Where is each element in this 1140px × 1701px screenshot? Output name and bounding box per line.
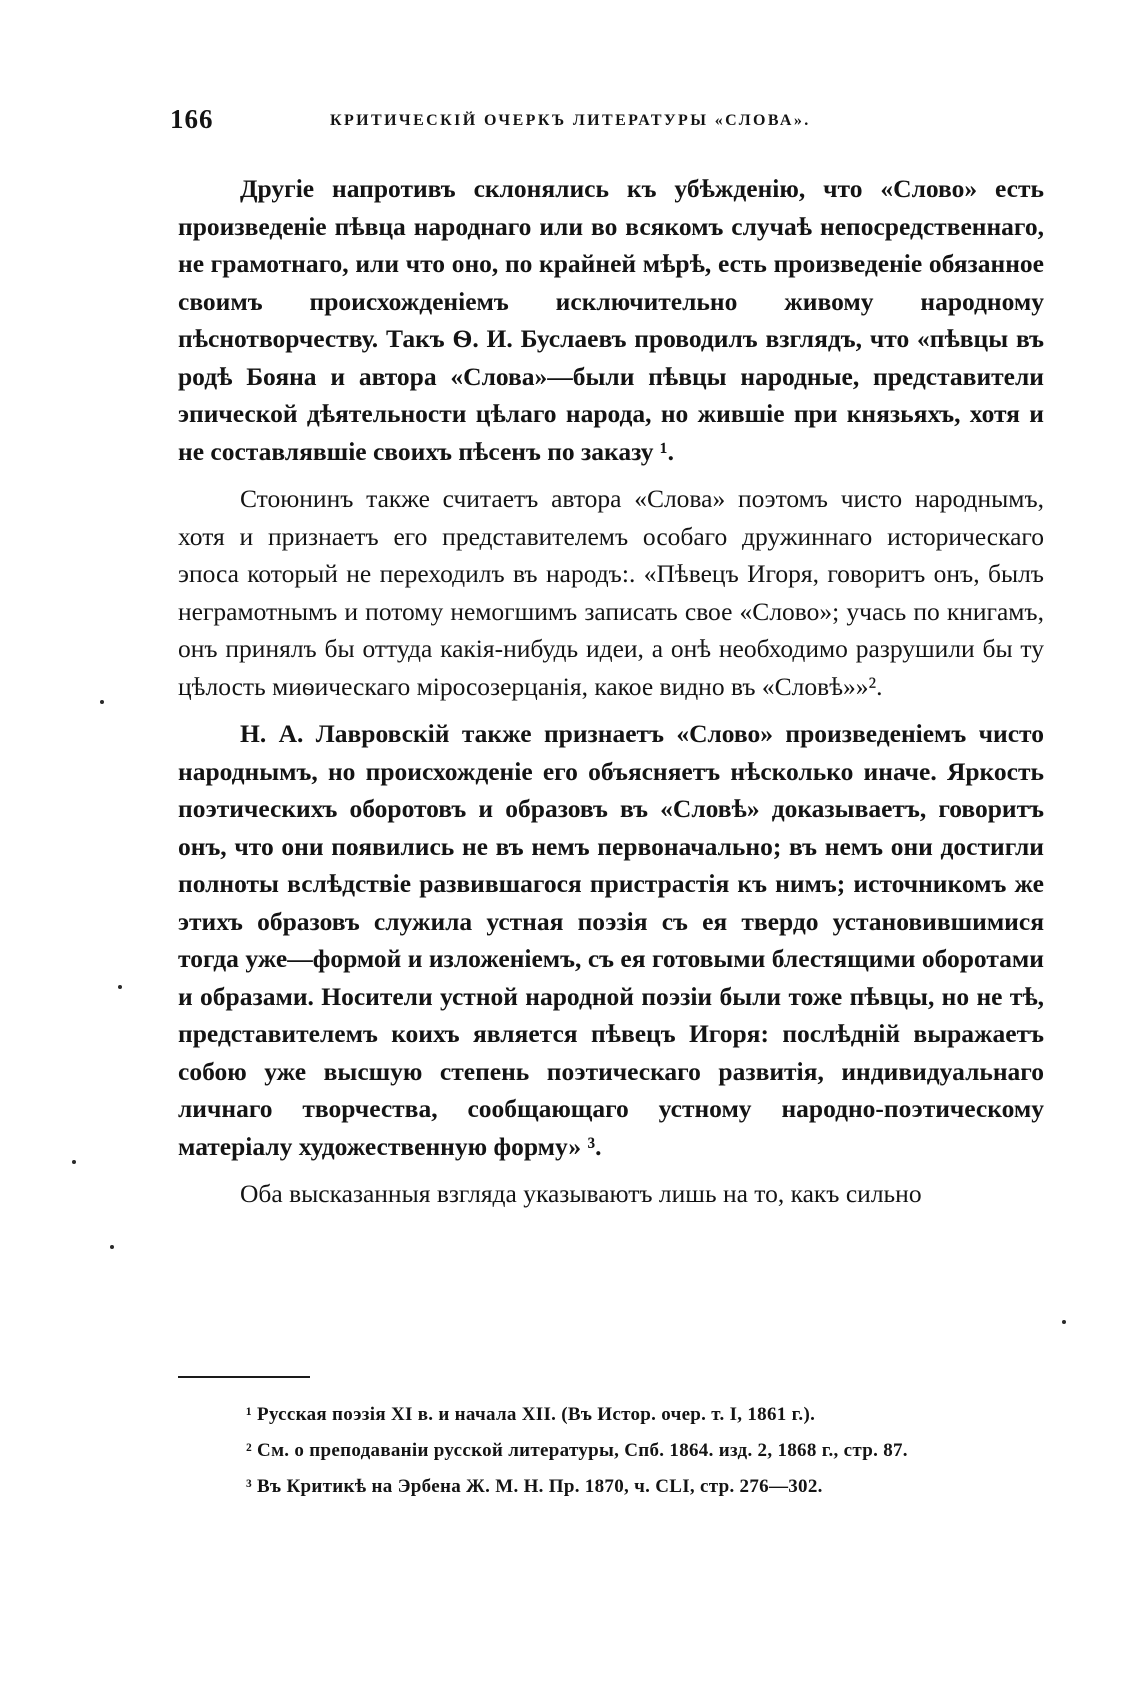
page-header: [170, 104, 960, 144]
footnote-1: ¹ Русская поэзія XI в. и начала XII. (Въ Истор. очер. т. I, 1861 г.).: [246, 1404, 816, 1425]
scan-speck: [1062, 1320, 1066, 1324]
scan-speck: [100, 700, 104, 704]
running-title: КРИТИЧЕСКІЙ ОЧЕРКЪ ЛИТЕРАТУРЫ «СЛОВА».: [330, 112, 811, 129]
footnotes: [178, 1400, 1044, 1508]
scan-speck: [110, 1245, 114, 1249]
scan-speck: [72, 1160, 76, 1164]
page-number: 166: [170, 104, 214, 134]
paragraph-buslaev: Другіе напротивъ склонялись къ убѣжденію, что «Слово» есть произведеніе пѣвца народнаго или во всякомъ случаѣ непосредственнаго, не грамотнаго, или что оно, по крайней мѣрѣ, есть произведеніе обязанное своимъ происхожденіемъ исключительно живому народному пѣснотворчеству. Такъ Ѳ. И. Буслаевъ проводилъ взглядъ, что «пѣвцы въ родѣ Бояна и автора «Слова»—были пѣвцы народные, представители эпической дѣятельности цѣлаго народа, но жившіе при князьяхъ, хотя и не составлявшіе своихъ пѣсенъ по заказу ¹.: [178, 174, 1044, 466]
footnote-2: ² См. о преподаваніи русской литературы, Спб. 1864. изд. 2, 1868 г., стр. 87.: [246, 1440, 908, 1461]
paragraph-lavrovsky: Н. А. Лавровскій также признаетъ «Слово» произведеніемъ чисто народнымъ, но происхожденіе его объясняетъ нѣсколько иначе. Яркость поэтическихъ оборотовъ и образовъ въ «Словѣ» доказываетъ, говоритъ онъ, что они появились не въ немъ первоначально; въ немъ они достигли полноты вслѣдствіе развившагося пристрастія къ нимъ; источникомъ же этихъ образовъ служила устная поэзія съ ея твердо установившимися тогда уже—формой и изложеніемъ, съ ея готовыми блестящими оборотами и образами. Носители устной народной поэзіи были тоже пѣвцы, но не тѣ, представителемъ коихъ является пѣвецъ Игоря: послѣдній выражаетъ собою уже высшую степень поэтическаго развитія, индивидуальнаго личнаго творчества, сообщающаго устному народно-поэтическому матеріалу художественную форму» ³.: [178, 719, 1044, 1161]
paragraph-stoyunin: Стоюнинъ также считаетъ автора «Слова» поэтомъ чисто народнымъ, хотя и признаетъ его представителемъ особаго дружиннаго историческаго эпоса который не переходилъ въ народъ:. «Пѣвецъ Игоря, говоритъ онъ, былъ неграмотнымъ и потому немогшимъ записать свое «Слово»; учась по книгамъ, онъ принялъ бы оттуда какія-нибудь идеи, а онѣ необходимо разрушили бы ту цѣлость миѳическаго міросозерцанія, какое видно въ «Словѣ»»².: [178, 484, 1044, 701]
scan-speck: [118, 985, 122, 989]
footnote-3: ³ Въ Критикѣ на Эрбена Ж. М. Н. Пр. 1870, ч. CLI, стр. 276—302.: [246, 1476, 823, 1497]
footnote-rule: [178, 1376, 310, 1378]
main-text: [178, 170, 1044, 1223]
paragraph-conclusion: Оба высказанныя взгляда указываютъ лишь на то, какъ сильно: [240, 1179, 922, 1208]
